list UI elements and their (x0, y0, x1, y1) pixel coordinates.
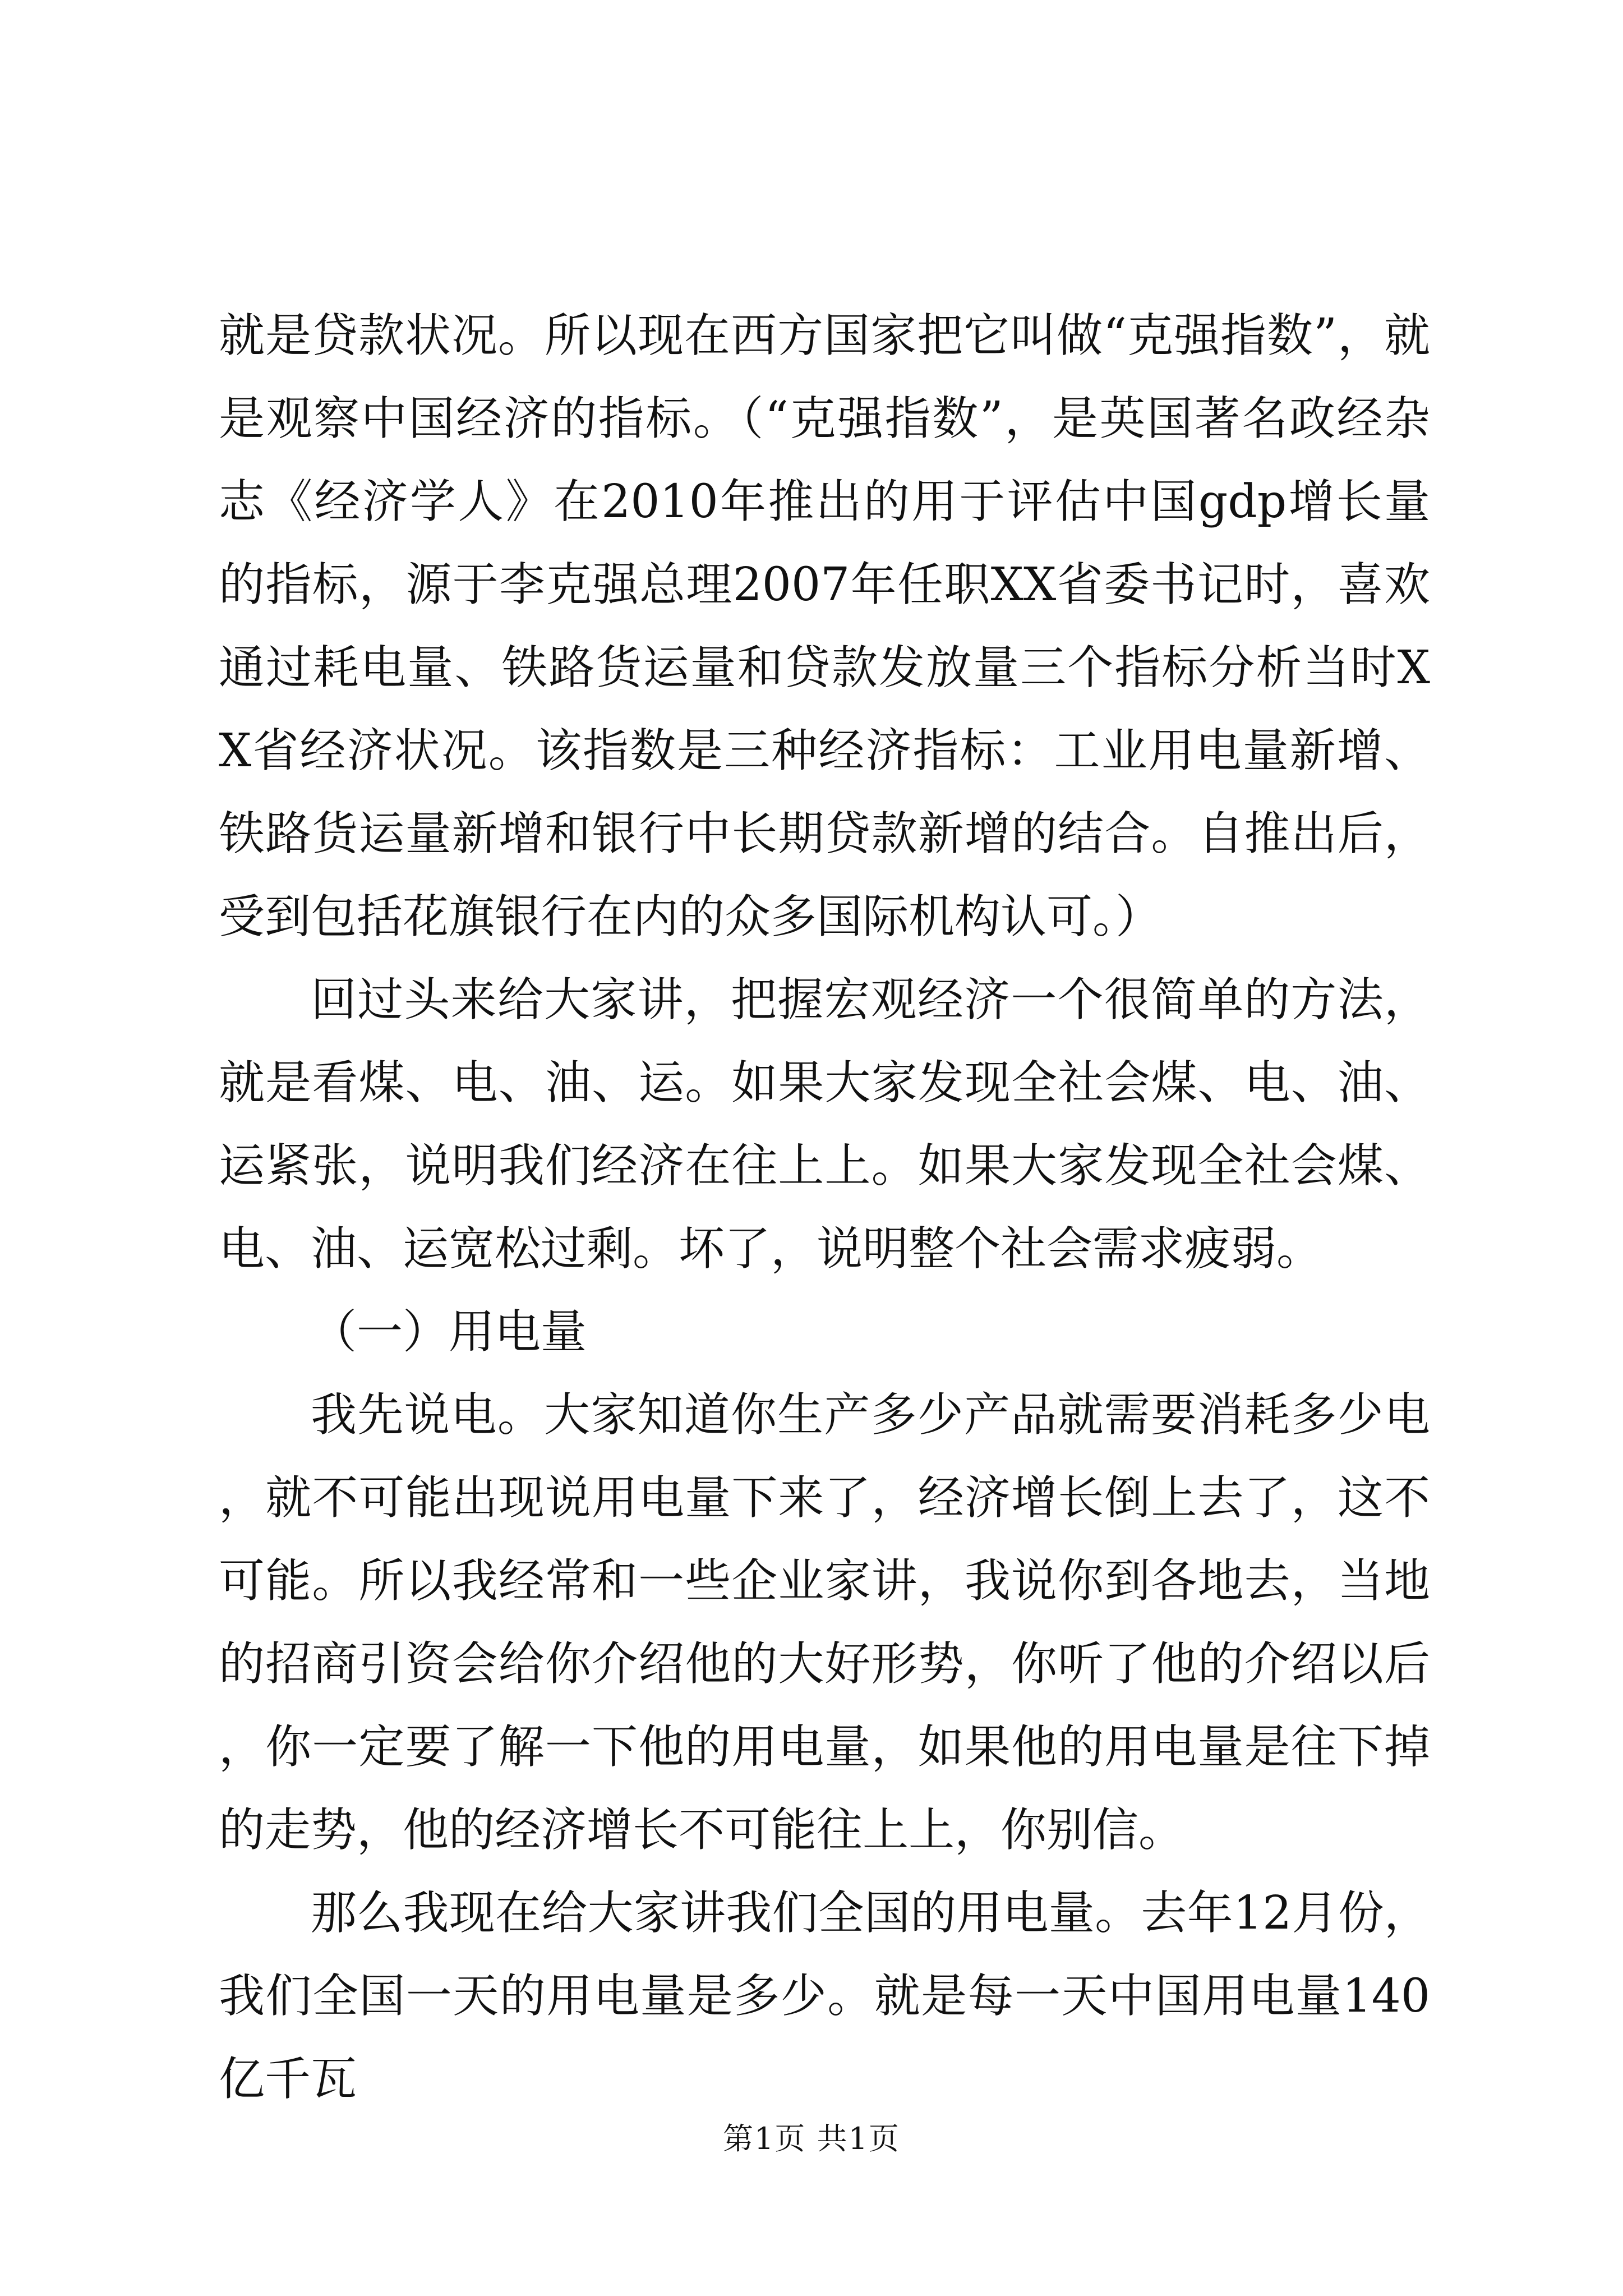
paragraph-keqiang-index: 就是贷款状况。所以现在西方国家把它叫做“克强指数”，就是观察中国经济的指标。（“克强指数”，是英国著名政经杂志《经济学人》在2010年推出的用于评估中国gdp增长量的指标，源于李克强总理2007年任职XX省委书记时，喜欢通过耗电量、铁路货运量和贷款发放量三个指标分析当时XX省经济状况。该指数是三种经济指标：工业用电量新增、铁路货运量新增和银行中长期贷款新增的结合。自推出后，受到包括花旗银行在内的众多国际机构认可。） (219, 309, 1430, 944)
section-heading-electricity: （一）用电量 (311, 1305, 587, 1359)
page-footer: 第1页 共1页 (723, 2121, 900, 2156)
paragraph-electricity-intro: 我先说电。大家知道你生产多少产品就需要消耗多少电，就不可能出现说用电量下来了，经济增长倒上去了，这不可能。所以我经常和一些企业家讲，我说你到各地去，当地的招商引资会给你介绍他的大好形势，你听了他的介绍以后，你一定要了解一下他的用电量，如果他的用电量是往下掉的走势，他的经济增长不可能往上上，你别信。 (219, 1388, 1430, 1857)
paragraph-macro-economy: 回过头来给大家讲，把握宏观经济一个很简单的方法，就是看煤、电、油、运。如果大家发现全社会煤、电、油、运紧张，说明我们经济在往上上。如果大家发现全社会煤、电、油、运宽松过剩。坏了，说明整个社会需求疲弱。 (219, 973, 1430, 1276)
document-body (219, 295, 1430, 2121)
paragraph-national-electricity: 那么我现在给大家讲我们全国的用电量。去年12月份，我们全国一天的用电量是多少。就是每一天中国用电量140亿千瓦 (219, 1887, 1430, 2106)
